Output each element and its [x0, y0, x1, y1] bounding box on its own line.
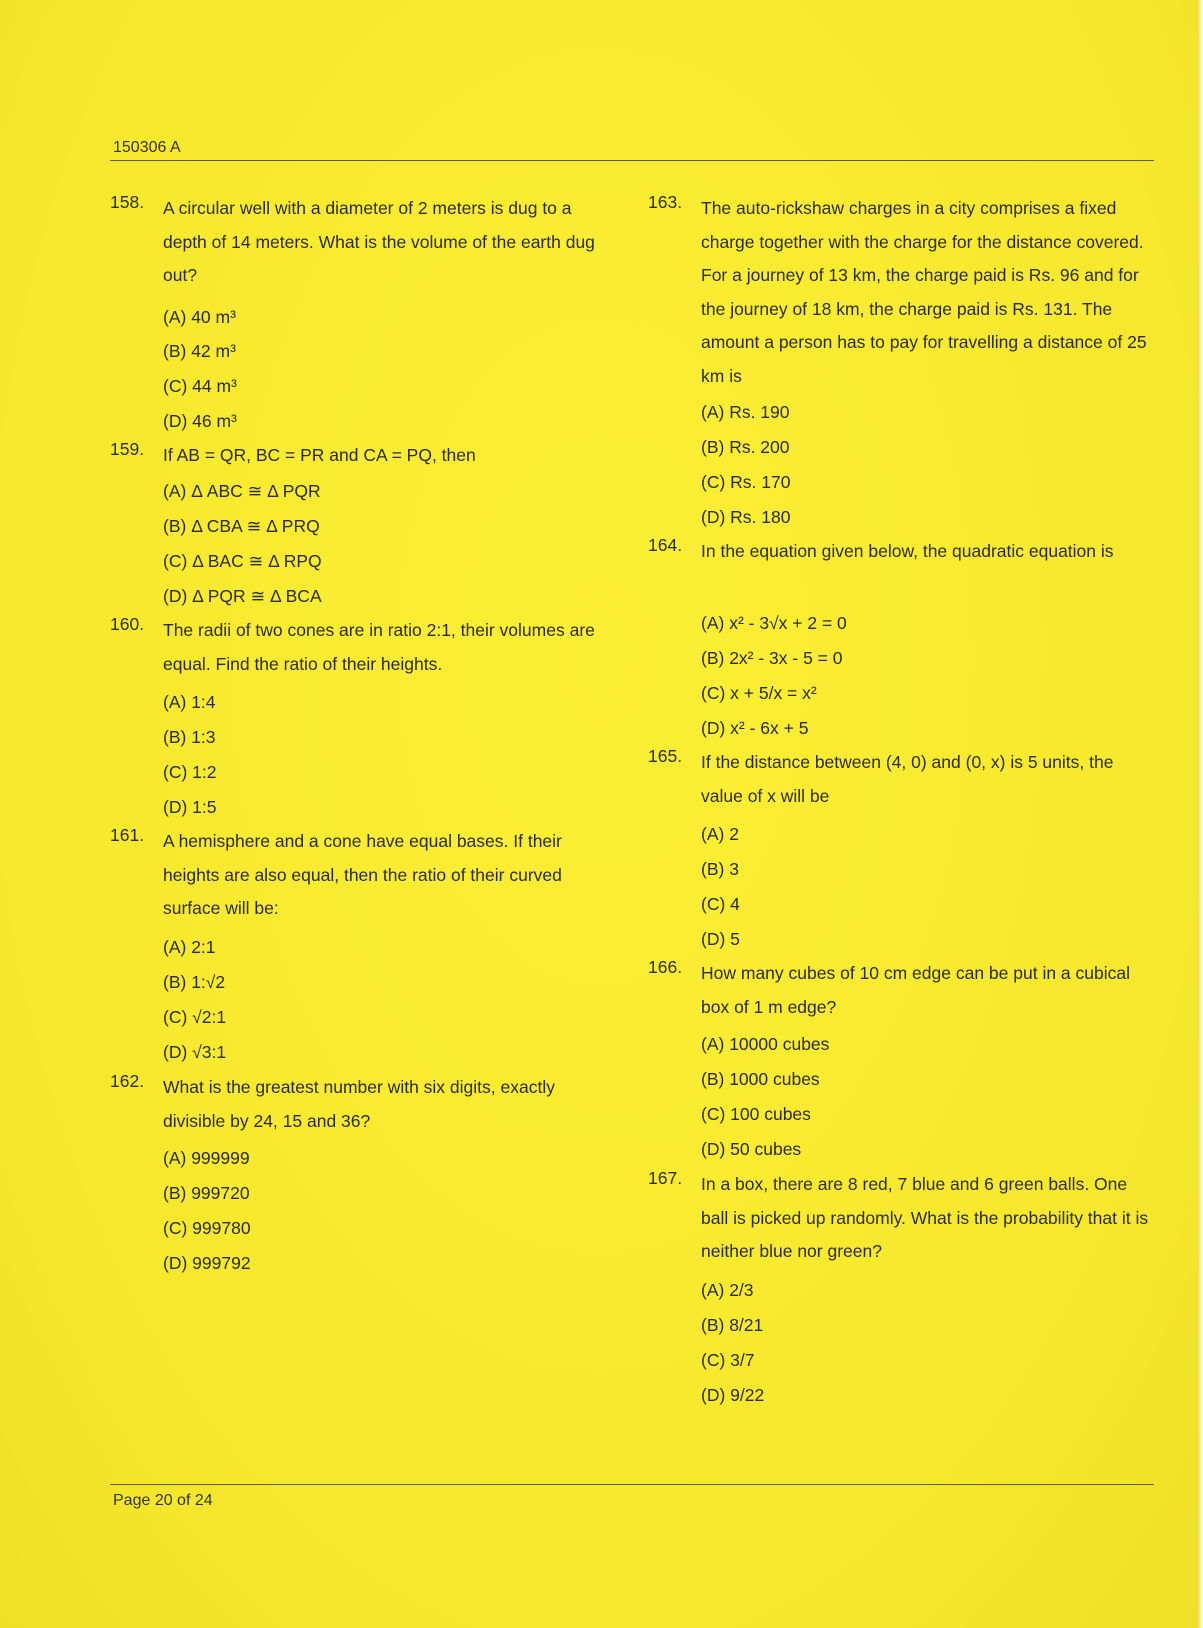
answer-option: (B) Δ CBA ≅ Δ PRQ: [163, 516, 320, 536]
paper-edge: [1197, 0, 1203, 1628]
answer-option: (C) 100 cubes: [701, 1104, 811, 1124]
footer-rule: [110, 1484, 1154, 1485]
answer-option: (A) Δ ABC ≅ Δ PQR: [163, 481, 321, 501]
question-number: 158.: [110, 192, 145, 212]
answer-option: (C) Δ BAC ≅ Δ RPQ: [163, 551, 322, 571]
answer-option: (A) 1:4: [163, 692, 216, 712]
answer-option: (C) Rs. 170: [701, 472, 791, 492]
answer-option: (D) 9/22: [701, 1385, 765, 1405]
question-number: 162.: [110, 1071, 145, 1091]
answer-option: (D) 999792: [163, 1253, 251, 1273]
answer-option: (B) 42 m³: [163, 341, 236, 361]
question-text: If the distance between (4, 0) and (0, x) is 5 units, the value of x will be: [701, 752, 1114, 806]
header-rule: [110, 160, 1154, 161]
answer-option: (A) 40 m³: [163, 307, 236, 327]
answer-option: (A) Rs. 190: [701, 402, 790, 422]
answer-option: (D) 1:5: [163, 797, 217, 817]
question-text: In a box, there are 8 red, 7 blue and 6 green balls. One ball is picked up randomly. What is the probability that it is neither blue nor green?: [701, 1174, 1149, 1261]
question-text: In the equation given below, the quadratic equation is: [701, 541, 1114, 561]
answer-option: (A) 999999: [163, 1148, 250, 1168]
answer-option: (B) Rs. 200: [701, 437, 790, 457]
answer-option: (A) 2/3: [701, 1280, 754, 1300]
answer-option: (B) 999720: [163, 1183, 250, 1203]
question-number: 164.: [648, 535, 683, 555]
answer-option: (D) 50 cubes: [701, 1139, 802, 1159]
answer-option: (C) 44 m³: [163, 376, 237, 396]
question-text: A circular well with a diameter of 2 meters is dug to a depth of 14 meters. What is the volume of the earth dug out?: [163, 198, 595, 285]
answer-option: (C) √2:1: [163, 1007, 227, 1027]
answer-option: (B) 3: [701, 859, 739, 879]
answer-option: (A) x² - 3√x + 2 = 0: [701, 613, 847, 633]
question-number: 166.: [648, 957, 683, 977]
answer-option: (A) 2:1: [163, 937, 216, 957]
answer-option: (B) 1:√2: [163, 972, 226, 992]
answer-option: (D) √3:1: [163, 1042, 227, 1062]
question-text: A hemisphere and a cone have equal bases. If their heights are also equal, then the ratio of their curved surface will be:: [163, 831, 562, 918]
answer-option: (B) 8/21: [701, 1315, 764, 1335]
answer-option: (C) 1:2: [163, 762, 217, 782]
page-number: Page 20 of 24: [113, 1492, 213, 1509]
answer-option: (D) 5: [701, 929, 740, 949]
answer-option: (D) 46 m³: [163, 411, 237, 431]
answer-option: (A) 10000 cubes: [701, 1034, 830, 1054]
answer-option: (D) Rs. 180: [701, 507, 791, 527]
question-text: The auto-rickshaw charges in a city comprises a fixed charge together with the charge for the distance covered. For a journey of 13 km, the charge paid is Rs. 96 and for the journey of 18 km, the charge paid is Rs. 131. The amount a person has to pay for travelling a distance of 25 km is: [701, 198, 1147, 386]
answer-option: (D) Δ PQR ≅ Δ BCA: [163, 586, 322, 606]
question-text: If AB = QR, BC = PR and CA = PQ, then: [163, 445, 476, 465]
question-number: 159.: [110, 439, 145, 459]
question-number: 165.: [648, 746, 683, 766]
question-number: 161.: [110, 825, 145, 845]
question-number: 163.: [648, 192, 683, 212]
answer-option: (A) 2: [701, 824, 739, 844]
question-text: The radii of two cones are in ratio 2:1, their volumes are equal. Find the ratio of their heights.: [163, 620, 595, 674]
answer-option: (B) 1:3: [163, 727, 216, 747]
answer-option: (C) x + 5/x = x²: [701, 683, 817, 703]
question-text: How many cubes of 10 cm edge can be put in a cubical box of 1 m edge?: [701, 963, 1130, 1017]
question-number: 167.: [648, 1168, 683, 1188]
question-number: 160.: [110, 614, 145, 634]
answer-option: (C) 4: [701, 894, 740, 914]
question-text: What is the greatest number with six digits, exactly divisible by 24, 15 and 36?: [163, 1077, 555, 1131]
answer-option: (B) 1000 cubes: [701, 1069, 820, 1089]
answer-option: (B) 2x² - 3x - 5 = 0: [701, 648, 843, 668]
answer-option: (C) 3/7: [701, 1350, 755, 1370]
answer-option: (C) 999780: [163, 1218, 251, 1238]
document-code: 150306 A: [113, 139, 181, 156]
answer-option: (D) x² - 6x + 5: [701, 718, 809, 738]
